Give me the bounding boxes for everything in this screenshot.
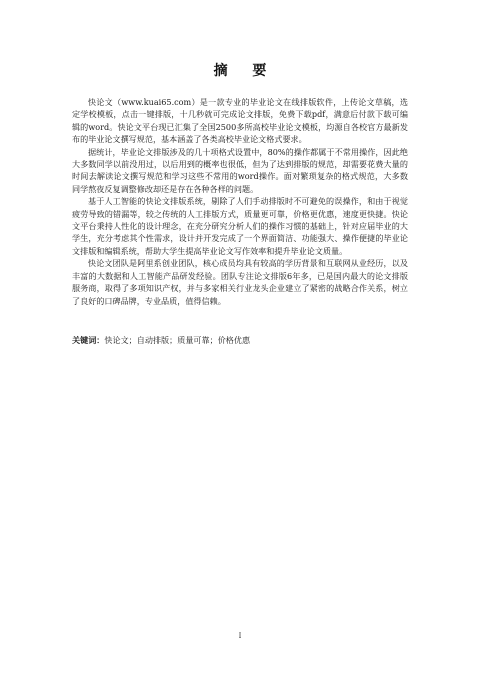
abstract-paragraph-3: 基于人工智能的快论文排版系统，剔除了人们手动排版时不可避免的误操作，和由于视觉疲劳导致的错漏等，较之传统的人工排版方式，质量更可靠，价格更优惠，速度更快捷。快论文平台秉持人性化的设计理念，在充分研究分析人们的操作习惯的基础上，针对应届毕业的大学生，充分考虑其个性需求，设计并开发完成了一个界面简洁、功能强大、操作便捷的毕业论文排版和编辑系统，帮助大学生提高毕业论文写作效率和提升毕业论文质量。 [72,196,408,256]
keywords-text: 快论文；自动排版；质量可靠；价格优惠 [104,335,251,345]
abstract-paragraph-1: 快论文（www.kuai65.com）是一款专业的毕业论文在线排版软件，上传论文草稿，选定学校模板，点击一键排版，十几秒就可完成论文排版，免费下载pdf，满意后付款下载可编辑的word。快论文平台现已汇集了全国2500多所高校毕业论文模板，均源自各校官方最新发布的毕业论文撰写规范，基本涵盖了各类高校毕业论文格式要求。 [72,97,408,145]
abstract-paragraph-4: 快论文团队是阿里系创业团队，核心成员均具有较高的学历背景和互联网从业经历，以及丰富的大数据和人工智能产品研发经验。团队专注论文排版6年多，已是国内最大的论文排版服务商，取得了多项知识产权，并与多家相关行业龙头企业建立了紧密的战略合作关系，树立了良好的口碑品牌，专业品质，值得信赖。 [72,258,408,306]
abstract-title: 摘 要 [213,63,277,79]
abstract-paragraph-2: 据统计，毕业论文排版涉及的几十项格式设置中，80%的操作都属于不常用操作，因此绝大多数同学以前没用过，以后用到的概率也很低，但为了达到排版的规范，却需要花费大量的时间去解读论文撰写规范和学习这些不常用的word操作。面对繁琐复杂的格式规范，大多数同学熬夜反复调整修改却还是存在各种各样的问题。 [72,146,408,194]
keywords-label: 关键词： [72,335,105,345]
abstract-body [72,96,408,307]
page-number: I [238,632,242,640]
keywords-line [72,334,408,346]
